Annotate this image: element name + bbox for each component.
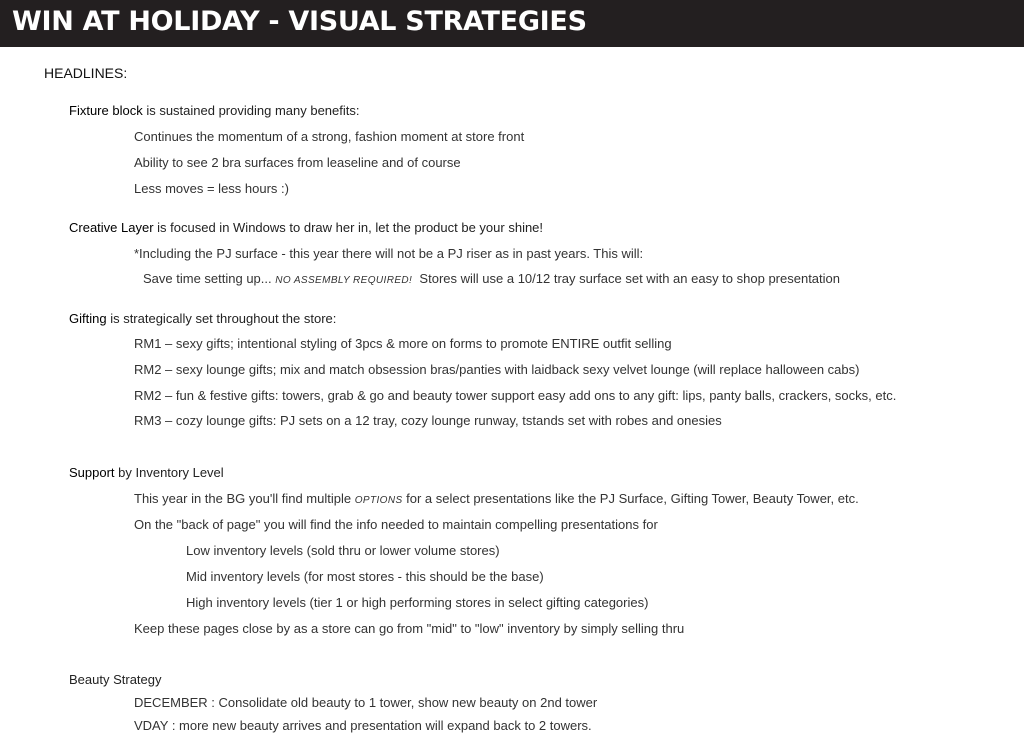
gifting-item: RM3 – cozy lounge gifts: PJ sets on a 12 tray, cozy lounge runway, tstands set with robes and onesies (134, 413, 722, 428)
support-line: On the "back of page" you will find the info needed to maintain compelling presentations for (134, 517, 658, 532)
inventory-level: Mid inventory levels (for most stores - this should be the base) (186, 569, 544, 584)
headlines-label: HEADLINES: (44, 65, 128, 81)
fixture-item: Less moves = less hours :) (134, 181, 289, 196)
fixture-heading (69, 103, 360, 119)
gifting-rest: is strategically set throughout the store: (106, 311, 337, 326)
creative-line2-a: Save time setting up... (143, 271, 276, 286)
title-bar (0, 0, 1024, 47)
support-line: Keep these pages close by as a store can go from "mid" to "low" inventory by simply selling thru (134, 621, 685, 636)
inventory-level: Low inventory levels (sold thru or lower volume stores) (186, 543, 500, 558)
fixture-item: Continues the momentum of a strong, fashion moment at store front (134, 129, 525, 144)
creative-line2-b: Stores will use a 10/12 tray surface set with an easy to shop presentation (412, 271, 840, 286)
fixture-rest: is sustained providing many benefits: (142, 103, 360, 118)
inventory-level: High inventory levels (tier 1 or high performing stores in select gifting categories) (186, 595, 649, 610)
creative-line (143, 271, 840, 289)
gifting-keyword: Gifting (69, 311, 107, 326)
beauty-item: VDAY : more new beauty arrives and presentation will expand back to 2 towers. (134, 718, 592, 733)
creative-keyword: Creative Layer (69, 220, 154, 235)
support-heading (69, 465, 224, 481)
creative-line: *Including the PJ surface - this year there will not be a PJ riser as in past years. This will: (134, 246, 644, 261)
fixture-item: Ability to see 2 bra surfaces from leaseline and of course (134, 155, 461, 170)
options-emphasis: OPTIONS (354, 495, 403, 506)
gifting-item: RM2 – fun & festive gifts: towers, grab & go and beauty tower support easy add ons to any gift: lips, panty balls, crackers, socks, etc. (134, 388, 897, 403)
creative-rest: is focused in Windows to draw her in, let the product be your shine! (153, 220, 544, 235)
page-title: WIN AT HOLIDAY - VISUAL STRATEGIES (12, 6, 587, 37)
support-line (134, 491, 859, 509)
beauty-heading: Beauty Strategy (69, 672, 162, 687)
support-keyword: Support (69, 465, 115, 480)
gifting-heading (69, 311, 336, 327)
support-rest: by Inventory Level (114, 465, 224, 480)
support-line1-b: for a select presentations like the PJ Surface, Gifting Tower, Beauty Tower, etc. (402, 491, 859, 506)
no-assembly-emphasis: NO ASSEMBLY REQUIRED! (275, 275, 413, 286)
gifting-item: RM1 – sexy gifts; intentional styling of 3pcs & more on forms to promote ENTIRE outfit selling (134, 336, 672, 351)
beauty-item: DECEMBER : Consolidate old beauty to 1 tower, show new beauty on 2nd tower (134, 695, 598, 710)
creative-heading (69, 220, 543, 236)
gifting-item: RM2 – sexy lounge gifts; mix and match obsession bras/panties with laidback sexy velvet lounge (will replace halloween cabs) (134, 362, 860, 377)
support-line1-a: This year in the BG you'll find multiple (134, 491, 355, 506)
fixture-keyword: Fixture block (69, 103, 143, 118)
